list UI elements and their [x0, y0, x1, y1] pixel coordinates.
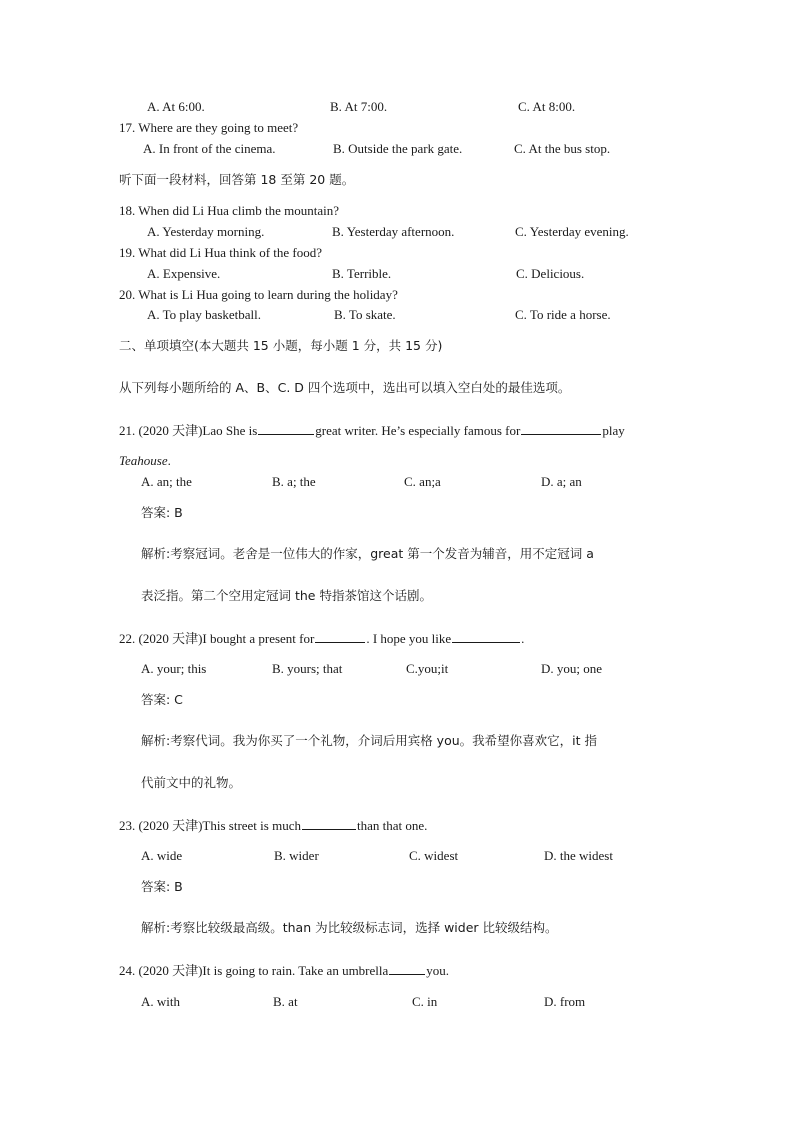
q24-option-a: A. with	[141, 994, 180, 1009]
q22-option-b: B. yours; that	[272, 661, 343, 676]
q21-blank-1[interactable]	[258, 423, 314, 435]
q17-option-a: A. In front of the cinema.	[143, 141, 276, 156]
q21-analysis-line2: 表泛指。第二个空用定冠词 the 特指茶馆这个话剧。	[141, 588, 432, 603]
q24-stem-part2: you.	[426, 963, 450, 978]
q21-blank-2[interactable]	[521, 423, 601, 435]
q16-option-a: A. At 6:00.	[147, 99, 205, 114]
q22-blank-1[interactable]	[315, 631, 365, 643]
q23-stem	[119, 818, 427, 834]
q23-answer: 答案: B	[141, 879, 183, 894]
q22-blank-2[interactable]	[452, 631, 520, 643]
q23-stem-part2: than that one.	[356, 818, 428, 833]
q21-stem-end: .	[167, 453, 171, 468]
q20-option-b: B. To skate.	[334, 307, 396, 322]
q19-stem: 19. What did Li Hua think of the food?	[119, 245, 323, 260]
q22-stem-part1: 22. (2020 天津)I bought a present for	[119, 631, 315, 646]
q18-option-b: B. Yesterday afternoon.	[332, 224, 455, 239]
q24-option-b: B. at	[273, 994, 298, 1009]
q22-stem-part2: . I hope you like	[366, 631, 452, 646]
q23-option-c: C. widest	[409, 848, 459, 863]
q22-stem-part3: .	[521, 631, 525, 646]
q21-stem-part3: play	[602, 423, 625, 438]
q23-option-a: A. wide	[141, 848, 183, 863]
section2-instruction: 从下列每小题所给的 A、B、C. D 四个选项中，选出可以填入空白处的最佳选项。	[119, 380, 571, 395]
q21-option-c: C. an;a	[404, 474, 441, 489]
q24-option-d: D. from	[544, 994, 586, 1009]
q20-stem: 20. What is Li Hua going to learn during the holiday?	[119, 287, 398, 302]
q21-analysis-line1: 解析:考察冠词。老舍是一位伟大的作家，great 第一个发音为辅音，用不定冠词 a	[141, 546, 594, 561]
listen-instruction: 听下面一段材料，回答第 18 至第 20 题。	[119, 172, 355, 187]
q20-option-a: A. To play basketball.	[147, 307, 262, 322]
q22-option-c: C.you;it	[406, 661, 449, 676]
q23-stem-part1: 23. (2020 天津)This street is much	[119, 818, 301, 833]
q21-stem-part2: great writer. He’s especially famous for	[315, 423, 521, 438]
q22-option-d: D. you; one	[541, 661, 603, 676]
q21-title-italic: Teahouse	[119, 453, 168, 468]
q17-option-b: B. Outside the park gate.	[333, 141, 463, 156]
q23-option-b: B. wider	[274, 848, 319, 863]
q18-stem: 18. When did Li Hua climb the mountain?	[119, 203, 339, 218]
q23-option-d: D. the widest	[544, 848, 613, 863]
q21-option-d: D. a; an	[541, 474, 582, 489]
q22-answer: 答案: C	[141, 692, 183, 707]
q16-option-b: B. At 7:00.	[330, 99, 388, 114]
section2-title: 二、单项填空(本大题共 15 小题，每小题 1 分，共 15 分)	[119, 338, 443, 353]
q19-option-c: C. Delicious.	[516, 266, 585, 281]
q21-stem-continuation	[119, 453, 171, 469]
q21-stem-part1: 21. (2020 天津)Lao She is	[119, 423, 258, 438]
q16-option-c: C. At 8:00.	[518, 99, 576, 114]
q21-option-b: B. a; the	[272, 474, 316, 489]
q20-option-c: C. To ride a horse.	[515, 307, 611, 322]
q22-option-a: A. your; this	[141, 661, 207, 676]
q23-blank[interactable]	[302, 818, 356, 830]
q18-option-c: C. Yesterday evening.	[515, 224, 629, 239]
q21-answer: 答案: B	[141, 505, 183, 520]
q24-stem	[119, 963, 449, 979]
q24-option-c: C. in	[412, 994, 438, 1009]
q21-stem	[119, 423, 625, 439]
q18-option-a: A. Yesterday morning.	[147, 224, 265, 239]
q24-stem-part1: 24. (2020 天津)It is going to rain. Take an umbrella	[119, 963, 389, 978]
q17-stem: 17. Where are they going to meet?	[119, 120, 299, 135]
q21-option-a: A. an; the	[141, 474, 192, 489]
q22-analysis-line2: 代前文中的礼物。	[141, 775, 242, 790]
q19-option-b: B. Terrible.	[332, 266, 392, 281]
q24-blank[interactable]	[389, 963, 425, 975]
q22-stem	[119, 631, 524, 647]
q23-analysis-line1: 解析:考察比较级最高级。than 为比较级标志词，选择 wider 比较级结构。	[141, 920, 558, 935]
q19-option-a: A. Expensive.	[147, 266, 221, 281]
q17-option-c: C. At the bus stop.	[514, 141, 611, 156]
q22-analysis-line1: 解析:考察代词。我为你买了一个礼物，介词后用宾格 you。我希望你喜欢它，it 指	[141, 733, 598, 748]
